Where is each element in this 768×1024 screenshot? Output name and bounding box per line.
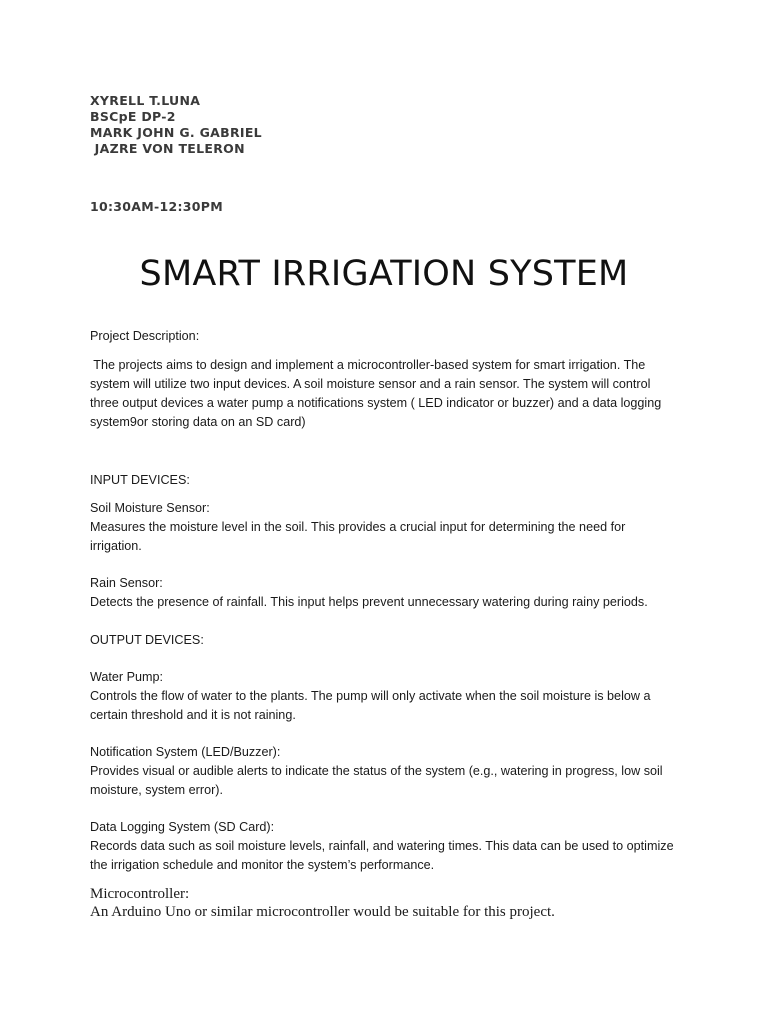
description-line-4: system9or storing data on an SD card): [90, 415, 306, 429]
time-slot: 10:30AM-12:30PM: [90, 199, 223, 214]
description-line-3: three output devices a water pump a notifications system ( LED indicator or buzzer) and a data logging: [90, 396, 662, 410]
data-logging-line-2: the irrigation schedule and monitor the system’s performance.: [90, 858, 435, 872]
description-heading: Project Description:: [90, 329, 200, 343]
soil-sensor-line-2: irrigation.: [90, 539, 142, 553]
microcontroller-section: [90, 885, 690, 921]
author-line-1: XYRELL T.LUNA: [90, 93, 201, 108]
document-title: SMART IRRIGATION SYSTEM: [139, 254, 629, 294]
soil-sensor-line-1: Measures the moisture level in the soil. This provides a crucial input for determining the need for: [90, 520, 626, 534]
author-line-3: MARK JOHN G. GABRIEL: [90, 125, 262, 140]
notification-section: [90, 743, 680, 800]
author-line-4: JAZRE VON TELERON: [90, 141, 245, 156]
data-logging-section: [90, 818, 680, 875]
soil-sensor-label: Soil Moisture Sensor:: [90, 501, 210, 515]
soil-sensor-section: [90, 499, 680, 556]
water-pump-line-1: Controls the flow of water to the plants. The pump will only activate when the soil moisture is below a: [90, 689, 651, 703]
data-logging-line-1: Records data such as soil moisture levels, rainfall, and watering times. This data can be used to optimize: [90, 839, 674, 853]
output-devices-heading: OUTPUT DEVICES:: [90, 633, 204, 647]
description-line-2: system will utilize two input devices. A soil moisture sensor and a rain sensor. The system will control: [90, 377, 651, 391]
microcontroller-text: An Arduino Uno or similar microcontroller would be suitable for this project.: [90, 904, 555, 920]
input-devices-heading: INPUT DEVICES:: [90, 473, 190, 487]
notification-line-2: moisture, system error).: [90, 783, 223, 797]
author-line-2: BSCpE DP-2: [90, 109, 176, 124]
water-pump-section: [90, 668, 680, 725]
water-pump-label: Water Pump:: [90, 670, 164, 684]
description-paragraph: [90, 356, 680, 432]
author-block: [90, 93, 262, 157]
notification-line-1: Provides visual or audible alerts to indicate the status of the system (e.g., watering in progress, low soil: [90, 764, 663, 778]
data-logging-label: Data Logging System (SD Card):: [90, 820, 275, 834]
water-pump-line-2: certain threshold and it is not raining.: [90, 708, 296, 722]
rain-sensor-line-1: Detects the presence of rainfall. This input helps prevent unnecessary watering during rainy periods.: [90, 595, 648, 609]
notification-label: Notification System (LED/Buzzer):: [90, 745, 281, 759]
microcontroller-label: Microcontroller:: [90, 886, 190, 902]
rain-sensor-label: Rain Sensor:: [90, 576, 163, 590]
description-line-1: The projects aims to design and implement a microcontroller-based system for smart irrigation. The: [90, 358, 646, 372]
rain-sensor-section: [90, 574, 680, 612]
